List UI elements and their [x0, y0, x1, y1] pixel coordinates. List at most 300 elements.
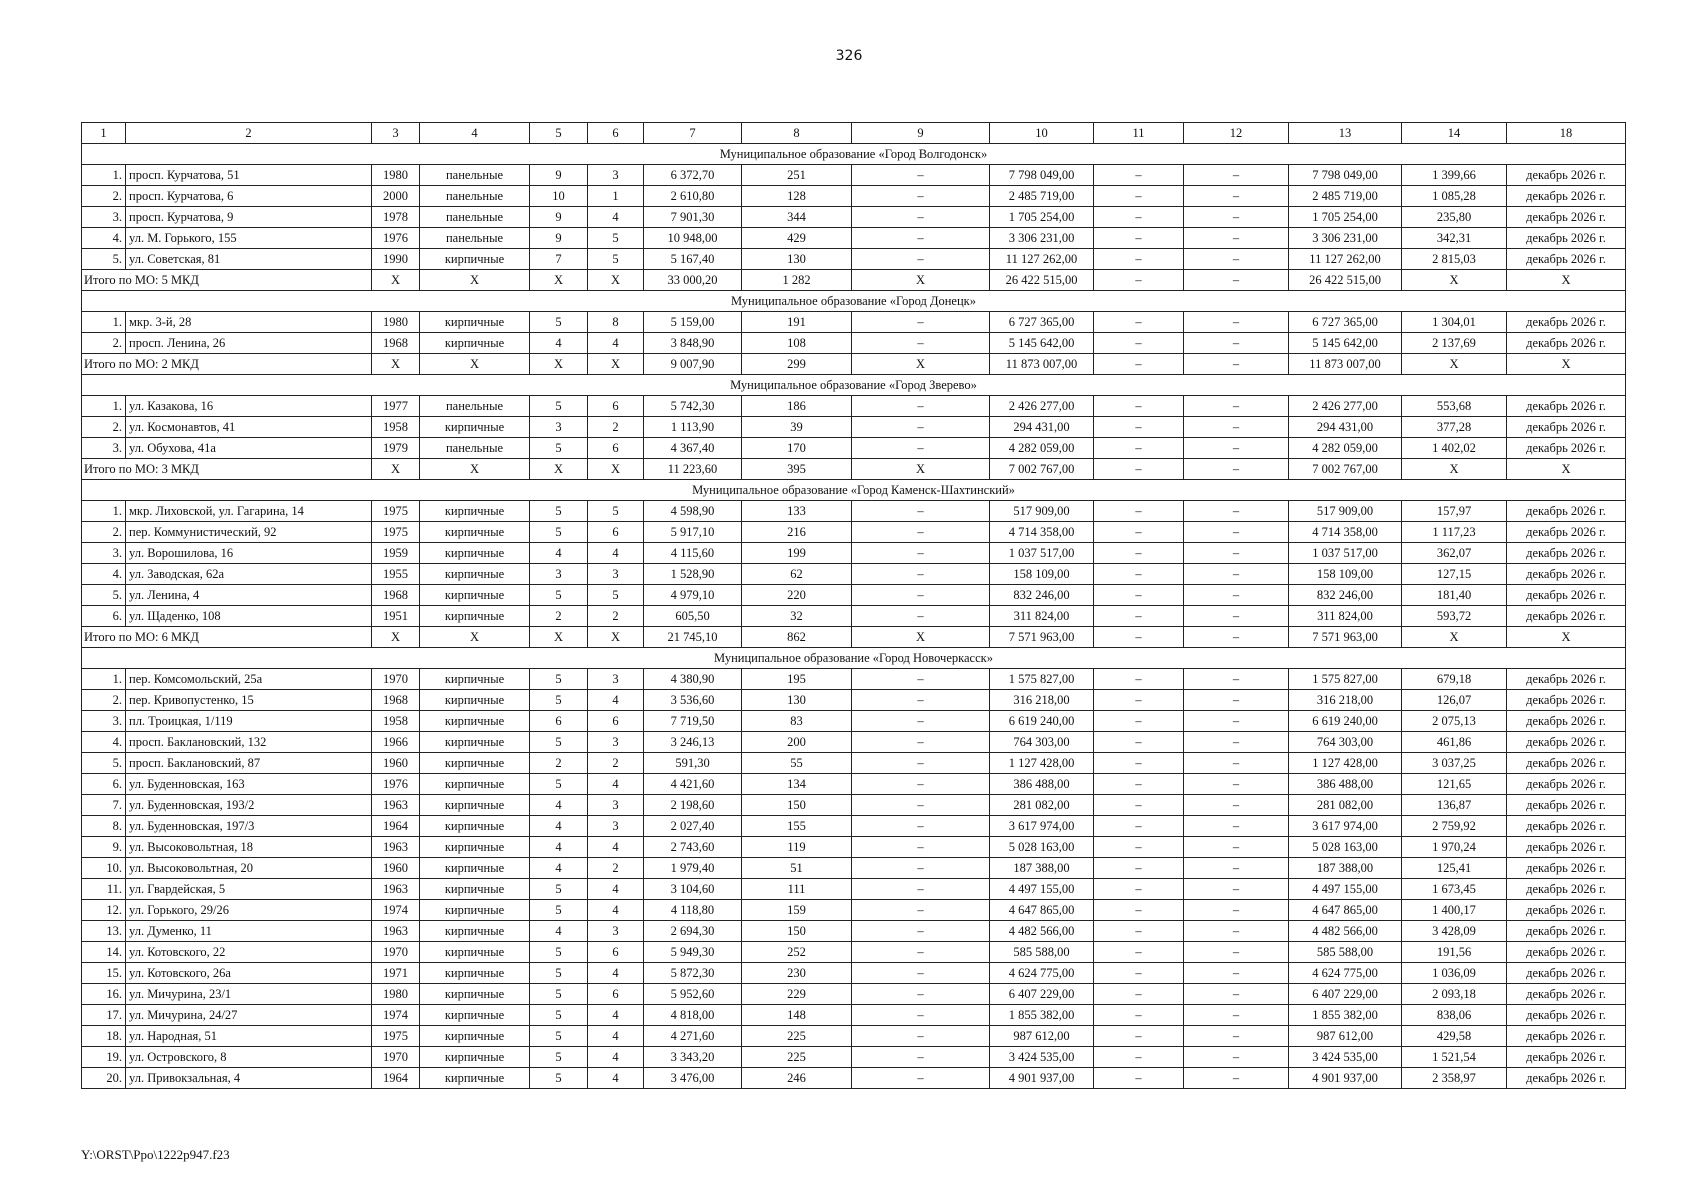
- table-cell: 2 075,13: [1402, 711, 1507, 732]
- table-cell: декабрь 2026 г.: [1507, 816, 1626, 837]
- table-cell: декабрь 2026 г.: [1507, 543, 1626, 564]
- table-cell: 2 027,40: [644, 816, 742, 837]
- table-cell: пер. Коммунистический, 92: [126, 522, 372, 543]
- total-cell: 7 571 963,00: [990, 627, 1094, 648]
- table-cell: –: [852, 858, 990, 879]
- table-cell: панельные: [420, 186, 530, 207]
- table-cell: ул. Мичурина, 24/27: [126, 1005, 372, 1026]
- column-header: 13: [1289, 123, 1402, 144]
- table-cell: кирпичные: [420, 1026, 530, 1047]
- table-cell: 9: [530, 207, 588, 228]
- table-cell: –: [852, 942, 990, 963]
- table-cell: –: [1184, 921, 1289, 942]
- table-cell: 134: [742, 774, 852, 795]
- table-cell: 3.: [82, 543, 126, 564]
- table-cell: 150: [742, 795, 852, 816]
- total-cell: 9 007,90: [644, 354, 742, 375]
- table-cell: –: [1184, 207, 1289, 228]
- table-cell: ул. Гвардейская, 5: [126, 879, 372, 900]
- total-label: Итого по МО: 6 МКД: [82, 627, 372, 648]
- table-cell: 5: [530, 396, 588, 417]
- table-cell: 281 082,00: [990, 795, 1094, 816]
- table-cell: 4 714 358,00: [1289, 522, 1402, 543]
- total-cell: –: [1094, 459, 1184, 480]
- table-cell: 3 536,60: [644, 690, 742, 711]
- table-cell: 281 082,00: [1289, 795, 1402, 816]
- total-cell: 11 223,60: [644, 459, 742, 480]
- table-cell: 3: [588, 669, 644, 690]
- table-cell: –: [1094, 564, 1184, 585]
- table-cell: –: [852, 585, 990, 606]
- table-cell: 7 798 049,00: [1289, 165, 1402, 186]
- table-cell: 246: [742, 1068, 852, 1089]
- table-cell: 3 343,20: [644, 1047, 742, 1068]
- table-cell: –: [852, 186, 990, 207]
- table-cell: 1.: [82, 165, 126, 186]
- table-cell: декабрь 2026 г.: [1507, 837, 1626, 858]
- table-cell: –: [1094, 837, 1184, 858]
- table-cell: –: [1184, 249, 1289, 270]
- table-cell: 15.: [82, 963, 126, 984]
- total-cell: X: [420, 354, 530, 375]
- table-cell: –: [1184, 585, 1289, 606]
- table-cell: 51: [742, 858, 852, 879]
- table-cell: –: [1184, 774, 1289, 795]
- table-cell: –: [1094, 942, 1184, 963]
- total-cell: 21 745,10: [644, 627, 742, 648]
- table-cell: 1960: [372, 753, 420, 774]
- table-cell: –: [852, 984, 990, 1005]
- table-cell: –: [1094, 921, 1184, 942]
- table-cell: –: [1184, 417, 1289, 438]
- table-cell: кирпичные: [420, 858, 530, 879]
- table-row: [82, 732, 1626, 753]
- column-header: 6: [588, 123, 644, 144]
- table-cell: ул. Советская, 81: [126, 249, 372, 270]
- total-cell: –: [1184, 459, 1289, 480]
- column-header: 12: [1184, 123, 1289, 144]
- table-cell: 2 137,69: [1402, 333, 1507, 354]
- total-cell: 862: [742, 627, 852, 648]
- total-cell: X: [852, 270, 990, 291]
- table-cell: ул. М. Горького, 155: [126, 228, 372, 249]
- table-cell: просп. Баклановский, 87: [126, 753, 372, 774]
- table-row: [82, 207, 1626, 228]
- table-cell: 5: [530, 963, 588, 984]
- table-cell: 5 917,10: [644, 522, 742, 543]
- table-cell: 251: [742, 165, 852, 186]
- column-header: 14: [1402, 123, 1507, 144]
- table-cell: кирпичные: [420, 1068, 530, 1089]
- table-cell: 229: [742, 984, 852, 1005]
- total-cell: X: [1507, 354, 1626, 375]
- table-cell: –: [1094, 1047, 1184, 1068]
- table-cell: 4 482 566,00: [990, 921, 1094, 942]
- table-cell: 838,06: [1402, 1005, 1507, 1026]
- table-row: [82, 543, 1626, 564]
- table-cell: 517 909,00: [1289, 501, 1402, 522]
- table-cell: 1 127 428,00: [1289, 753, 1402, 774]
- table-cell: 2 485 719,00: [990, 186, 1094, 207]
- table-cell: 4 624 775,00: [1289, 963, 1402, 984]
- table-cell: 5 145 642,00: [1289, 333, 1402, 354]
- total-cell: X: [530, 270, 588, 291]
- table-cell: пер. Кривопустенко, 15: [126, 690, 372, 711]
- table-row: [82, 984, 1626, 1005]
- table-cell: 4 598,90: [644, 501, 742, 522]
- table-cell: 199: [742, 543, 852, 564]
- table-cell: –: [1184, 858, 1289, 879]
- table-cell: 4 282 059,00: [1289, 438, 1402, 459]
- table-cell: 4: [530, 333, 588, 354]
- table-cell: 136,87: [1402, 795, 1507, 816]
- table-cell: 4 647 865,00: [1289, 900, 1402, 921]
- table-cell: 4: [588, 207, 644, 228]
- table-cell: –: [1184, 396, 1289, 417]
- table-cell: –: [1094, 543, 1184, 564]
- table-cell: 3 306 231,00: [1289, 228, 1402, 249]
- section-header-row: [82, 144, 1626, 165]
- table-cell: –: [1184, 963, 1289, 984]
- table-cell: –: [1184, 501, 1289, 522]
- table-cell: –: [852, 522, 990, 543]
- table-cell: 679,18: [1402, 669, 1507, 690]
- table-cell: 4: [588, 774, 644, 795]
- table-cell: –: [852, 1068, 990, 1089]
- table-cell: панельные: [420, 165, 530, 186]
- table-cell: 187 388,00: [1289, 858, 1402, 879]
- table-cell: –: [1094, 522, 1184, 543]
- table-cell: 5 952,60: [644, 984, 742, 1005]
- table-cell: –: [1094, 186, 1184, 207]
- table-cell: 5.: [82, 249, 126, 270]
- table-cell: 1 399,66: [1402, 165, 1507, 186]
- table-row: [82, 774, 1626, 795]
- table-cell: 10: [530, 186, 588, 207]
- table-cell: 5: [530, 942, 588, 963]
- table-cell: декабрь 2026 г.: [1507, 921, 1626, 942]
- column-header-row: [82, 123, 1626, 144]
- table-row: [82, 858, 1626, 879]
- section-title: Муниципальное образование «Город Донецк»: [82, 291, 1626, 312]
- table-cell: –: [1184, 522, 1289, 543]
- table-cell: 362,07: [1402, 543, 1507, 564]
- table-cell: декабрь 2026 г.: [1507, 732, 1626, 753]
- table-row: [82, 1068, 1626, 1089]
- table-cell: 1971: [372, 963, 420, 984]
- table-cell: ул. Космонавтов, 41: [126, 417, 372, 438]
- table-cell: –: [1094, 795, 1184, 816]
- total-cell: 11 873 007,00: [990, 354, 1094, 375]
- table-cell: кирпичные: [420, 312, 530, 333]
- table-row: [82, 186, 1626, 207]
- table-cell: 1975: [372, 501, 420, 522]
- table-cell: ул. Котовского, 26а: [126, 963, 372, 984]
- table-cell: 1974: [372, 900, 420, 921]
- table-cell: –: [1184, 165, 1289, 186]
- table-cell: 3 246,13: [644, 732, 742, 753]
- table-cell: декабрь 2026 г.: [1507, 774, 1626, 795]
- table-cell: 311 824,00: [1289, 606, 1402, 627]
- table-cell: 121,65: [1402, 774, 1507, 795]
- total-cell: X: [372, 354, 420, 375]
- table-cell: 2 485 719,00: [1289, 186, 1402, 207]
- total-cell: 26 422 515,00: [990, 270, 1094, 291]
- table-cell: –: [1184, 564, 1289, 585]
- table-cell: 832 246,00: [1289, 585, 1402, 606]
- table-cell: 2 198,60: [644, 795, 742, 816]
- table-cell: –: [1094, 501, 1184, 522]
- table-cell: 9.: [82, 837, 126, 858]
- table-cell: 6 727 365,00: [1289, 312, 1402, 333]
- table-cell: кирпичные: [420, 732, 530, 753]
- table-cell: 1 979,40: [644, 858, 742, 879]
- table-cell: ул. Заводская, 62а: [126, 564, 372, 585]
- table-cell: 2 815,03: [1402, 249, 1507, 270]
- table-cell: 16.: [82, 984, 126, 1005]
- table-cell: 18.: [82, 1026, 126, 1047]
- table-cell: ул. Мичурина, 23/1: [126, 984, 372, 1005]
- table-cell: 1 575 827,00: [990, 669, 1094, 690]
- table-cell: 5: [530, 1005, 588, 1026]
- table-cell: –: [1094, 858, 1184, 879]
- table-cell: 5 028 163,00: [1289, 837, 1402, 858]
- total-cell: X: [588, 354, 644, 375]
- table-cell: декабрь 2026 г.: [1507, 900, 1626, 921]
- table-cell: кирпичные: [420, 564, 530, 585]
- column-header: 7: [644, 123, 742, 144]
- total-row: [82, 627, 1626, 648]
- table-cell: –: [852, 921, 990, 942]
- table-cell: 4 271,60: [644, 1026, 742, 1047]
- table-cell: 1970: [372, 942, 420, 963]
- total-cell: 299: [742, 354, 852, 375]
- section-title: Муниципальное образование «Город Каменск-Шахтинский»: [82, 480, 1626, 501]
- table-cell: 4: [588, 837, 644, 858]
- table-cell: 216: [742, 522, 852, 543]
- table-cell: кирпичные: [420, 522, 530, 543]
- table-cell: декабрь 2026 г.: [1507, 438, 1626, 459]
- table-cell: –: [1094, 165, 1184, 186]
- table-cell: –: [1184, 690, 1289, 711]
- table-cell: 4 901 937,00: [1289, 1068, 1402, 1089]
- table-cell: ул. Привокзальная, 4: [126, 1068, 372, 1089]
- table-cell: 311 824,00: [990, 606, 1094, 627]
- table-cell: 2: [588, 606, 644, 627]
- table-cell: 5: [588, 249, 644, 270]
- table-cell: –: [1094, 963, 1184, 984]
- table-cell: –: [1184, 795, 1289, 816]
- table-cell: 14.: [82, 942, 126, 963]
- table-cell: 3: [588, 165, 644, 186]
- section-title: Муниципальное образование «Город Зверево»: [82, 375, 1626, 396]
- table-cell: –: [852, 816, 990, 837]
- table-cell: 377,28: [1402, 417, 1507, 438]
- table-cell: –: [852, 606, 990, 627]
- table-cell: кирпичные: [420, 942, 530, 963]
- table-cell: –: [1094, 711, 1184, 732]
- table-cell: 230: [742, 963, 852, 984]
- table-cell: 1.: [82, 396, 126, 417]
- table-cell: –: [1094, 585, 1184, 606]
- table-row: [82, 333, 1626, 354]
- table-cell: декабрь 2026 г.: [1507, 942, 1626, 963]
- table-cell: 1979: [372, 438, 420, 459]
- table-cell: –: [1094, 312, 1184, 333]
- table-row: [82, 816, 1626, 837]
- table-cell: 4: [530, 837, 588, 858]
- total-cell: 33 000,20: [644, 270, 742, 291]
- table-cell: 4: [530, 795, 588, 816]
- table-cell: декабрь 2026 г.: [1507, 564, 1626, 585]
- table-cell: кирпичные: [420, 795, 530, 816]
- table-row: [82, 711, 1626, 732]
- table-cell: декабрь 2026 г.: [1507, 858, 1626, 879]
- table-row: [82, 312, 1626, 333]
- table-cell: 1955: [372, 564, 420, 585]
- table-cell: 342,31: [1402, 228, 1507, 249]
- table-row: [82, 1005, 1626, 1026]
- table-cell: 5: [530, 1026, 588, 1047]
- total-cell: X: [1507, 459, 1626, 480]
- table-cell: кирпичные: [420, 816, 530, 837]
- table-cell: 158 109,00: [1289, 564, 1402, 585]
- table-cell: –: [852, 207, 990, 228]
- table-cell: 4 115,60: [644, 543, 742, 564]
- table-cell: 1980: [372, 984, 420, 1005]
- table-cell: 6 407 229,00: [1289, 984, 1402, 1005]
- table-cell: 4 647 865,00: [990, 900, 1094, 921]
- table-cell: 764 303,00: [1289, 732, 1402, 753]
- total-cell: 1 282: [742, 270, 852, 291]
- table-cell: 19.: [82, 1047, 126, 1068]
- table-cell: 55: [742, 753, 852, 774]
- table-cell: 1980: [372, 165, 420, 186]
- table-cell: –: [1184, 984, 1289, 1005]
- table-cell: 585 588,00: [990, 942, 1094, 963]
- table-cell: просп. Курчатова, 9: [126, 207, 372, 228]
- table-cell: 5 742,30: [644, 396, 742, 417]
- total-label: Итого по МО: 2 МКД: [82, 354, 372, 375]
- table-cell: кирпичные: [420, 669, 530, 690]
- table-cell: 591,30: [644, 753, 742, 774]
- table-cell: просп. Баклановский, 132: [126, 732, 372, 753]
- table-cell: 2 759,92: [1402, 816, 1507, 837]
- table-cell: кирпичные: [420, 1047, 530, 1068]
- table-cell: –: [1094, 333, 1184, 354]
- table-cell: просп. Курчатова, 51: [126, 165, 372, 186]
- table-cell: декабрь 2026 г.: [1507, 606, 1626, 627]
- table-cell: 1.: [82, 312, 126, 333]
- table-cell: 294 431,00: [1289, 417, 1402, 438]
- table-cell: –: [852, 501, 990, 522]
- table-cell: 170: [742, 438, 852, 459]
- total-row: [82, 270, 1626, 291]
- table-cell: 6 407 229,00: [990, 984, 1094, 1005]
- table-cell: –: [1184, 438, 1289, 459]
- table-cell: 10 948,00: [644, 228, 742, 249]
- table-cell: ул. Котовского, 22: [126, 942, 372, 963]
- table-cell: 1 855 382,00: [1289, 1005, 1402, 1026]
- table-cell: мкр. Лиховской, ул. Гагарина, 14: [126, 501, 372, 522]
- column-header: 11: [1094, 123, 1184, 144]
- table-cell: кирпичные: [420, 543, 530, 564]
- table-cell: кирпичные: [420, 711, 530, 732]
- table-cell: 252: [742, 942, 852, 963]
- table-cell: –: [1184, 228, 1289, 249]
- table-cell: 1958: [372, 711, 420, 732]
- table-cell: 2 358,97: [1402, 1068, 1507, 1089]
- table-cell: 3.: [82, 711, 126, 732]
- table-cell: 2.: [82, 417, 126, 438]
- table-row: [82, 228, 1626, 249]
- table-cell: –: [1184, 879, 1289, 900]
- table-cell: –: [1094, 396, 1184, 417]
- table-cell: 2 426 277,00: [1289, 396, 1402, 417]
- table-cell: 126,07: [1402, 690, 1507, 711]
- table-cell: 429: [742, 228, 852, 249]
- table-cell: просп. Ленина, 26: [126, 333, 372, 354]
- section-title: Муниципальное образование «Город Новочеркасск»: [82, 648, 1626, 669]
- total-cell: X: [1402, 627, 1507, 648]
- table-cell: 191,56: [1402, 942, 1507, 963]
- table-cell: 553,68: [1402, 396, 1507, 417]
- table-cell: 225: [742, 1026, 852, 1047]
- total-cell: X: [1402, 270, 1507, 291]
- table-cell: –: [1184, 837, 1289, 858]
- table-cell: 1960: [372, 858, 420, 879]
- table-row: [82, 900, 1626, 921]
- table-cell: 6 619 240,00: [1289, 711, 1402, 732]
- table-cell: 3: [588, 816, 644, 837]
- table-cell: декабрь 2026 г.: [1507, 333, 1626, 354]
- table-cell: 4.: [82, 228, 126, 249]
- table-cell: 3 306 231,00: [990, 228, 1094, 249]
- table-cell: 4 901 937,00: [990, 1068, 1094, 1089]
- table-cell: 7 719,50: [644, 711, 742, 732]
- table-cell: 5 167,40: [644, 249, 742, 270]
- table-cell: 2.: [82, 186, 126, 207]
- table-cell: –: [1184, 1047, 1289, 1068]
- table-cell: 593,72: [1402, 606, 1507, 627]
- table-cell: 2: [588, 753, 644, 774]
- table-cell: –: [1184, 942, 1289, 963]
- table-row: [82, 795, 1626, 816]
- table-cell: 158 109,00: [990, 564, 1094, 585]
- table-cell: 130: [742, 249, 852, 270]
- table-cell: 1959: [372, 543, 420, 564]
- total-cell: X: [588, 459, 644, 480]
- table-cell: –: [1184, 312, 1289, 333]
- table-cell: декабрь 2026 г.: [1507, 711, 1626, 732]
- column-header: 3: [372, 123, 420, 144]
- table-row: [82, 417, 1626, 438]
- table-row: [82, 753, 1626, 774]
- table-cell: 4 380,90: [644, 669, 742, 690]
- table-cell: 4 714 358,00: [990, 522, 1094, 543]
- table-cell: –: [1094, 1005, 1184, 1026]
- table-cell: 4: [530, 858, 588, 879]
- table-cell: 3 424 535,00: [990, 1047, 1094, 1068]
- table-cell: кирпичные: [420, 837, 530, 858]
- table-cell: 3: [588, 564, 644, 585]
- table-cell: –: [1094, 879, 1184, 900]
- table-cell: 148: [742, 1005, 852, 1026]
- total-cell: X: [420, 627, 530, 648]
- table-cell: кирпичные: [420, 690, 530, 711]
- column-header: 10: [990, 123, 1094, 144]
- table-cell: –: [1094, 606, 1184, 627]
